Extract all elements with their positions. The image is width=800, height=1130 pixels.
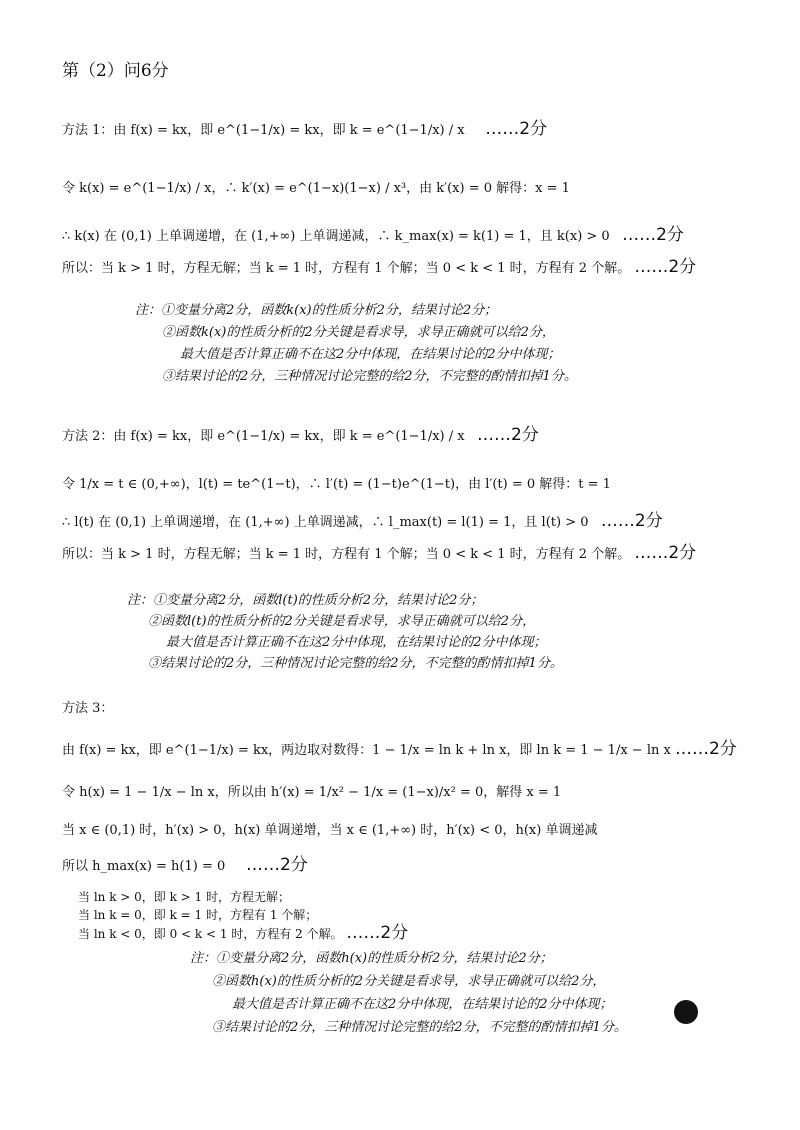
m2-line-4-score: ……2分 (634, 543, 697, 563)
m3-case-3-score: ……2分 (346, 923, 409, 943)
m3-line-3: 当 x ∈ (0,1) 时，h′(x) > 0，h(x) 单调递增，当 x ∈ (1,+∞) 时，h′(x) < 0，h(x) 单调递减 (62, 823, 598, 838)
m3-line-1-score: ……2分 (674, 739, 737, 759)
m1-line-3-score: ……2分 (622, 225, 684, 245)
m1-note-2: ②函数k(x)的性质分析的2分关键是看求导，求导正确就可以给2分， (162, 325, 555, 340)
m3-case-1: 当 ln k > 0，即 k > 1 时，方程无解； (78, 890, 291, 904)
m3-line-4 (62, 856, 308, 876)
m1-line-4-text: 所以：当 k > 1 时，方程无解；当 k = 1 时，方程有 1 个解；当 0 < k < 1 时，方程有 2 个解。 (62, 261, 631, 276)
m2-line-4-text: 所以：当 k > 1 时，方程无解；当 k = 1 时，方程有 1 个解；当 0 < k < 1 时，方程有 2 个解。 (62, 547, 631, 562)
section-title: 第（2）问6分 (62, 61, 169, 81)
m3-head: 方法 3： (62, 701, 114, 716)
m2-note-2: ②函数l(t)的性质分析的2分关键是看求导，求导正确就可以给2分， (148, 614, 536, 629)
m1-line-1-text: 方法 1：由 f(x) = kx，即 e^(1−1/x) = kx，即 k = e^(1−1/x) / x (62, 123, 465, 138)
m3-case-3 (78, 924, 408, 943)
m3-note-2: ②函数h(x)的性质分析的2分关键是看求导，求导正确就可以给2分， (212, 974, 606, 989)
m1-note-3: 最大值是否计算正确不在这2分中体现，在结果讨论的2分中体现； (180, 347, 561, 362)
m3-note-1: 注：①变量分离2分，函数h(x)的性质分析2分，结果讨论2分； (190, 951, 553, 966)
m2-note-3: 最大值是否计算正确不在这2分中体现，在结果讨论的2分中体现； (166, 635, 547, 650)
m2-note-4: ③结果讨论的2分，三种情况讨论完整的给2分，不完整的酌情扣掉1分。 (148, 656, 563, 671)
m1-line-3-text: ∴ k(x) 在 (0,1) 上单调递增，在 (1,+∞) 上单调递减，∴ k_max(x) = k(1) = 1，且 k(x) > 0 (62, 229, 610, 244)
m3-line-4-text: 所以 h_max(x) = h(1) = 0 (62, 859, 226, 874)
m2-line-1-score: ……2分 (477, 425, 539, 445)
m3-note-3: 最大值是否计算正确不在这2分中体现，在结果讨论的2分中体现； (232, 997, 613, 1012)
m3-line-4-score: ……2分 (245, 855, 308, 875)
m1-line-2: 令 k(x) = e^(1−1/x) / x，∴ k′(x) = e^(1−x)(1−x) / x³，由 k′(x) = 0 解得：x = 1 (62, 181, 570, 196)
m2-line-2: 令 1/x = t ∈ (0,+∞)，l(t) = te^(1−t)，∴ l′(t) = (1−t)e^(1−t)，由 l′(t) = 0 解得：t = 1 (62, 477, 611, 492)
m2-note-1: 注：①变量分离2分，函数l(t)的性质分析2分，结果讨论2分； (127, 593, 484, 608)
m2-line-3-score: ……2分 (600, 511, 663, 531)
m3-line-1-text: 由 f(x) = kx，即 e^(1−1/x) = kx，两边取对数得：1 − 1/x = ln k + ln x，即 ln k = 1 − 1/x − ln x (62, 743, 671, 758)
m1-note-4: ③结果讨论的2分，三种情况讨论完整的给2分，不完整的酌情扣掉1分。 (162, 369, 577, 384)
m3-case-2: 当 ln k = 0，即 k = 1 时，方程有 1 个解； (78, 908, 318, 922)
m2-line-1 (62, 426, 539, 446)
m1-line-4-score: ……2分 (634, 257, 697, 277)
m3-line-1 (62, 740, 737, 760)
m3-line-2: 令 h(x) = 1 − 1/x − ln x，所以由 h′(x) = 1/x² − 1/x = (1−x)/x² = 0，解得 x = 1 (62, 785, 562, 800)
m1-line-1-score: ……2分 (485, 119, 548, 139)
m3-note-4: ③结果讨论的2分，三种情况讨论完整的给2分，不完整的酌情扣掉1分。 (212, 1020, 627, 1035)
ink-blot (674, 1000, 698, 1024)
m1-line-1 (62, 120, 547, 140)
m1-line-3 (62, 226, 684, 246)
m2-line-4 (62, 544, 696, 564)
m2-line-1-text: 方法 2：由 f(x) = kx，即 e^(1−1/x) = kx，即 k = e^(1−1/x) / x (62, 429, 465, 444)
m1-note-1: 注：①变量分离2分，函数k(x)的性质分析2分，结果讨论2分； (135, 303, 498, 318)
m1-line-4 (62, 258, 696, 278)
m3-case-3-text: 当 ln k < 0，即 0 < k < 1 时，方程有 2 个解。 (78, 927, 343, 941)
m2-line-3 (62, 512, 663, 532)
m2-line-3-text: ∴ l(t) 在 (0,1) 上单调递增，在 (1,+∞) 上单调递减，∴ l_max(t) = l(1) = 1，且 l(t) > 0 (62, 515, 589, 530)
